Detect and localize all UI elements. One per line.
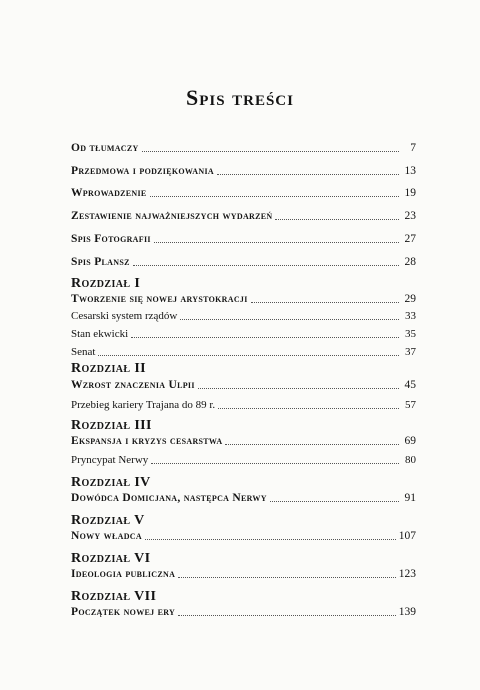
chapter-title: Początek nowej ery (71, 606, 176, 618)
chapter-title-entry[interactable] (71, 605, 416, 619)
toc-entry-page: 107 (398, 530, 416, 542)
chapter-heading: Rozdział VI (71, 551, 151, 566)
toc-entry-page: 23 (404, 210, 416, 222)
dot-leader (270, 501, 399, 502)
chapter-title-entry[interactable] (71, 378, 416, 392)
toc-entry-page: 28 (404, 256, 416, 268)
subsection-entry[interactable] (71, 398, 416, 412)
dot-leader (218, 408, 399, 409)
chapter-title-entry[interactable] (71, 434, 416, 448)
subsection-entry[interactable] (71, 345, 416, 359)
toc-entry[interactable] (71, 186, 416, 200)
toc-entry-label: Spis Plansz (71, 256, 130, 268)
dot-leader (154, 242, 399, 243)
toc-entry-page: 13 (404, 165, 416, 177)
subsection-entry[interactable] (71, 453, 416, 467)
toc-entry-page: 69 (404, 435, 416, 447)
chapter-heading: Rozdział IV (71, 475, 151, 490)
dot-leader (251, 302, 399, 303)
chapter-title-entry[interactable] (71, 567, 416, 581)
toc-entry-page: 37 (405, 346, 416, 358)
toc-entry-page: 27 (404, 233, 416, 245)
subsection-entry[interactable] (71, 309, 416, 323)
subsection-entry[interactable] (71, 327, 416, 341)
dot-leader (180, 319, 399, 320)
subsection-label: Pryncypat Nerwy (71, 454, 149, 466)
toc-entry-page: 29 (404, 293, 416, 305)
chapter-heading: Rozdział I (71, 276, 141, 291)
dot-leader (275, 219, 399, 220)
page-title: Spis treści (186, 85, 294, 110)
toc-entry[interactable] (71, 255, 416, 269)
dot-leader (217, 174, 399, 175)
chapter-title: Dowódca Domicjana, następca Nerwy (71, 492, 267, 504)
toc-entry-page: 57 (405, 399, 416, 411)
toc-entry-label: Zestawienie najważniejszych wydarzeń (71, 210, 273, 222)
toc-entry-page: 45 (404, 379, 416, 391)
chapter-heading: Rozdział V (71, 513, 145, 528)
toc-entry-label: Od tłumaczy (71, 142, 139, 154)
toc-entry[interactable] (71, 164, 416, 178)
dot-leader (225, 444, 399, 445)
toc-entry-page: 91 (404, 492, 416, 504)
toc-entry[interactable] (71, 209, 416, 223)
chapter-title-entry[interactable] (71, 292, 416, 306)
toc-entry-page: 19 (404, 187, 416, 199)
toc-entry-page: 139 (398, 606, 416, 618)
subsection-label: Stan ekwicki (71, 328, 129, 340)
chapter-title: Nowy władca (71, 530, 142, 542)
chapter-title: Ekspansja i kryzys cesarstwa (71, 435, 223, 447)
dot-leader (198, 388, 399, 389)
chapter-heading: Rozdział II (71, 361, 147, 376)
subsection-label: Cesarski system rządów (71, 310, 178, 322)
chapter-heading: Rozdział VII (71, 589, 157, 604)
dot-leader (151, 463, 399, 464)
dot-leader (145, 539, 396, 540)
toc-entry-label: Przedmowa i podziękowania (71, 165, 214, 177)
dot-leader (133, 265, 399, 266)
toc-entry-label: Wprowadzenie (71, 187, 147, 199)
dot-leader (178, 577, 396, 578)
toc-entry[interactable] (71, 232, 416, 246)
toc-entry-page: 123 (398, 568, 416, 580)
toc-entry-page: 33 (405, 310, 416, 322)
dot-leader (131, 337, 399, 338)
dot-leader (150, 196, 399, 197)
subsection-label: Przebieg kariery Trajana do 89 r. (71, 399, 216, 411)
subsection-label: Senat (71, 346, 96, 358)
chapter-title: Tworzenie się nowej arystokracji (71, 293, 248, 305)
dot-leader (142, 151, 399, 152)
dot-leader (98, 355, 399, 356)
chapter-title: Wzrost znaczenia Ulpii (71, 379, 195, 391)
toc-entry-label: Spis Fotografii (71, 233, 151, 245)
toc-entry-page: 35 (405, 328, 416, 340)
chapter-title-entry[interactable] (71, 491, 416, 505)
chapter-title-entry[interactable] (71, 529, 416, 543)
toc-entry-page: 7 (410, 142, 416, 154)
dot-leader (178, 615, 396, 616)
toc-entry-page: 80 (405, 454, 416, 466)
chapter-heading: Rozdział III (71, 418, 152, 433)
chapter-title: Ideologia publiczna (71, 568, 176, 580)
toc-entry[interactable] (71, 141, 416, 155)
